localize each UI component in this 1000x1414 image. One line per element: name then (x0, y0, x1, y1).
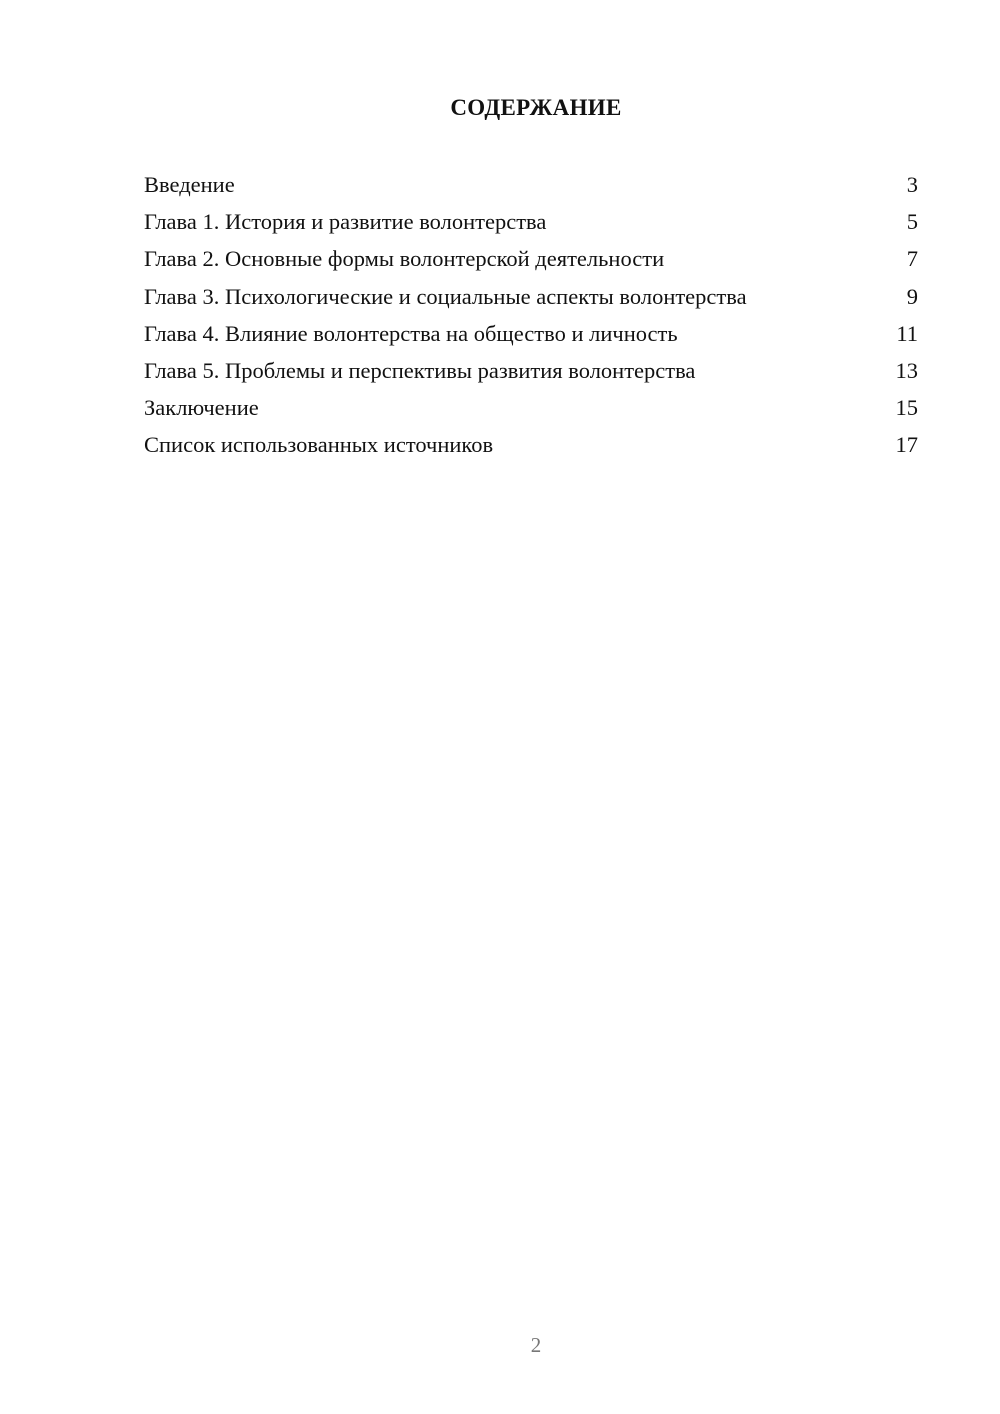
toc-entry-page: 13 (895, 357, 918, 383)
toc-entry-label: Заключение (144, 395, 259, 421)
toc-entry-conclusion[interactable] (144, 393, 918, 430)
toc-entry-page: 9 (906, 283, 918, 309)
page-title: СОДЕРЖАНИЕ (450, 95, 622, 120)
toc-entry-chapter-5[interactable] (144, 356, 918, 393)
toc-entry-chapter-1[interactable] (144, 207, 918, 244)
toc-entry-label: Глава 3. Психологические и социальные аспекты волонтерства (144, 283, 747, 309)
toc-entry-page: 7 (906, 246, 918, 272)
toc-entry-chapter-2[interactable] (144, 244, 918, 281)
toc-entry-label: Глава 4. Влияние волонтерства на общество и личность (144, 320, 678, 346)
toc-entry-label: Список использованных источников (144, 432, 494, 458)
toc-entry-label: Глава 2. Основные формы волонтерской деятельности (144, 246, 665, 272)
page-number: 2 (530, 1333, 542, 1357)
table-of-contents (144, 170, 918, 468)
toc-entry-chapter-4[interactable] (144, 319, 918, 356)
toc-entry-label: Глава 1. История и развитие волонтерства (144, 209, 547, 235)
toc-entry-label: Введение (144, 172, 235, 197)
toc-entry-label: Глава 5. Проблемы и перспективы развития волонтерства (144, 357, 696, 383)
toc-entry-page: 15 (895, 395, 918, 421)
toc-entry-introduction[interactable] (144, 170, 918, 207)
toc-entry-chapter-3[interactable] (144, 282, 918, 319)
toc-entry-page: 11 (896, 320, 918, 346)
toc-entry-references[interactable] (144, 430, 918, 467)
toc-entry-page: 3 (906, 172, 918, 197)
toc-entry-page: 5 (906, 209, 918, 235)
toc-entry-page: 17 (895, 432, 918, 458)
